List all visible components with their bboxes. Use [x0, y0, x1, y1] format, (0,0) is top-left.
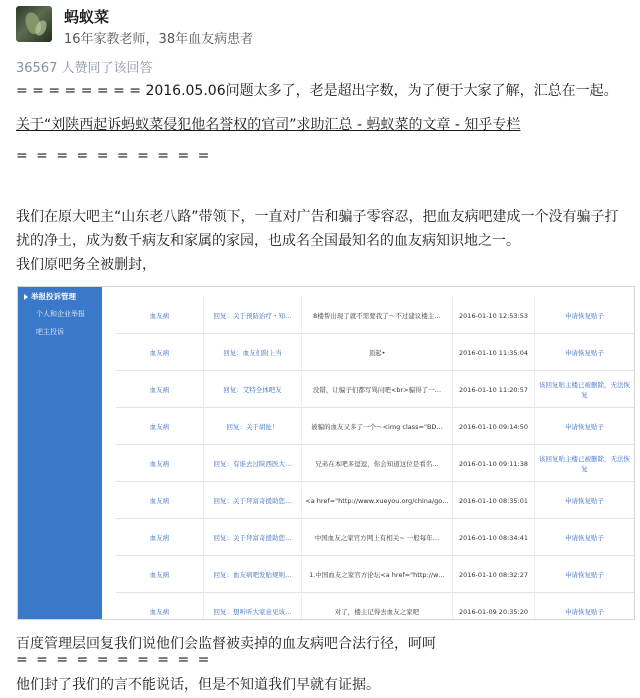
post-content-cell: 没错，让骗子们都写骂问吧<br>骗得了一… — [302, 371, 453, 408]
post-title-cell: 回复：血友们附上当 — [204, 334, 302, 371]
post-content-cell: 中国血友之家官方网上有相关~ 一般每年… — [302, 519, 453, 556]
time-cell: 2016-01-10 09:14:50 — [453, 408, 535, 445]
sidebar-item: 吧主投诉 — [36, 328, 64, 336]
table-row — [116, 334, 634, 371]
paragraph-text: 我们在原大吧主“山东老八路”带领下，一直对广告和骗子零容忍，把血友病吧建成一个没有骗子打扰的净土，成为数千病友和家属的家园，也成名全国最知名的血友病知识地之一。 — [16, 209, 619, 249]
paragraph-text: 我们原吧务全被删封， — [16, 257, 156, 273]
post-title-cell: 回复：关于预防治疗・知… — [204, 297, 302, 334]
table-row — [116, 519, 634, 556]
separator-line: = = = = = = = = = = — [16, 652, 212, 668]
post-title-cell: 回复：想听听大家意见该… — [204, 593, 302, 620]
bar-name-cell: 血友病 — [116, 482, 204, 519]
status-cell: 申请恢复贴子 — [565, 422, 604, 431]
post-title-cell: 回复：关于胡扯！ — [204, 408, 302, 445]
vote-count[interactable]: 36567 人赞同了该回答 — [16, 61, 153, 76]
post-title-cell: 回复：关于拜富奇援助您… — [204, 519, 302, 556]
post-content-cell: <a href="http://www.xueyou.org/china/go… — [302, 482, 453, 519]
intro-line: = = = = = = = = 2016.05.06问题太多了，老是超出字数，为了便于大家了解，汇总在一起。 — [16, 83, 618, 99]
table-row — [116, 556, 634, 593]
status-cell: 该回复贴主楼已被删除，无法恢复 — [539, 380, 630, 399]
time-cell: 2016-01-10 11:20:57 — [453, 371, 535, 408]
status-cell: 该回复贴主楼已被删除，无法恢复 — [539, 454, 630, 473]
table-row — [116, 371, 634, 408]
bar-name-cell: 血友病 — [116, 371, 204, 408]
embedded-screenshot — [17, 286, 635, 620]
table-row — [116, 593, 634, 620]
status-cell: 申请恢复贴子 — [565, 533, 604, 542]
post-title-cell: 回复：艾特全体吧友 — [204, 371, 302, 408]
column-article-link[interactable]: 关于“刘陕西起诉蚂蚁菜侵犯他名誉权的官司”求助汇总 - 蚂蚁菜的文章 - 知乎专栏 — [16, 117, 521, 133]
avatar[interactable] — [16, 6, 52, 42]
status-cell: 申请恢复贴子 — [565, 311, 604, 320]
answer-paragraph — [16, 205, 624, 277]
bar-name-cell: 血友病 — [116, 297, 204, 334]
table-row — [116, 482, 634, 519]
table-row — [116, 445, 634, 482]
status-cell: 申请恢复贴子 — [565, 496, 604, 505]
sidebar-title: 举报投诉管理 — [24, 291, 76, 302]
post-title-cell: 回复：关于拜富奇援助您… — [204, 482, 302, 519]
time-cell: 2016-01-10 08:35:01 — [453, 482, 535, 519]
after-text-1: 百度管理层回复我们说他们会监督被卖掉的血友病吧合法行径，呵呵 — [16, 636, 436, 652]
post-content-cell: 8楼帮出现了就不需要我了～不过建议楼主… — [302, 297, 453, 334]
time-cell: 2016-01-10 09:11:38 — [453, 445, 535, 482]
status-cell: 申请恢复贴子 — [565, 607, 604, 616]
post-content-cell: 被骗的血友又多了一个～<img class="BD… — [302, 408, 453, 445]
post-content-cell: 对了，楼主记得去血友之家吧 — [302, 593, 453, 620]
table-row — [116, 297, 634, 334]
author-name[interactable]: 蚂蚁菜 — [64, 8, 110, 26]
bar-name-cell: 血友病 — [116, 408, 204, 445]
table-row — [116, 408, 634, 445]
after-text-2: 他们封了我们的言不能说话，但是不知道我们早就有证据。 — [16, 677, 380, 693]
time-cell: 2016-01-10 08:32:27 — [453, 556, 535, 593]
time-cell: 2016-01-09 20:35:20 — [453, 593, 535, 620]
separator-line: = = = = = = = = = = — [16, 148, 212, 164]
time-cell: 2016-01-10 12:53:53 — [453, 297, 535, 334]
author-header — [16, 6, 624, 50]
sidebar-item: 个人和企业举报 — [36, 310, 85, 318]
post-content-cell: 1.中国血友之家官方论坛<a href="http://w… — [302, 556, 453, 593]
screenshot-sidebar — [18, 287, 102, 620]
post-content-cell: 顶起• — [302, 334, 453, 371]
time-cell: 2016-01-10 11:35:04 — [453, 334, 535, 371]
bar-name-cell: 血友病 — [116, 334, 204, 371]
report-table — [116, 287, 634, 620]
status-cell: 申请恢复贴子 — [565, 570, 604, 579]
status-cell: 申请恢复贴子 — [565, 348, 604, 357]
author-bio: 16年家教老师，38年血友病患者 — [64, 32, 254, 47]
bar-name-cell: 血友病 — [116, 593, 204, 620]
post-content-cell: 兄弟在本吧多逗逗，你会知道这位是看名… — [302, 445, 453, 482]
post-title-cell: 回复：血友病吧发贴规则… — [204, 556, 302, 593]
triangle-icon — [24, 294, 28, 300]
time-cell: 2016-01-10 08:34:41 — [453, 519, 535, 556]
bar-name-cell: 血友病 — [116, 445, 204, 482]
bar-name-cell: 血友病 — [116, 556, 204, 593]
post-title-cell: 回复：有谁去过陕西医大… — [204, 445, 302, 482]
bar-name-cell: 血友病 — [116, 519, 204, 556]
